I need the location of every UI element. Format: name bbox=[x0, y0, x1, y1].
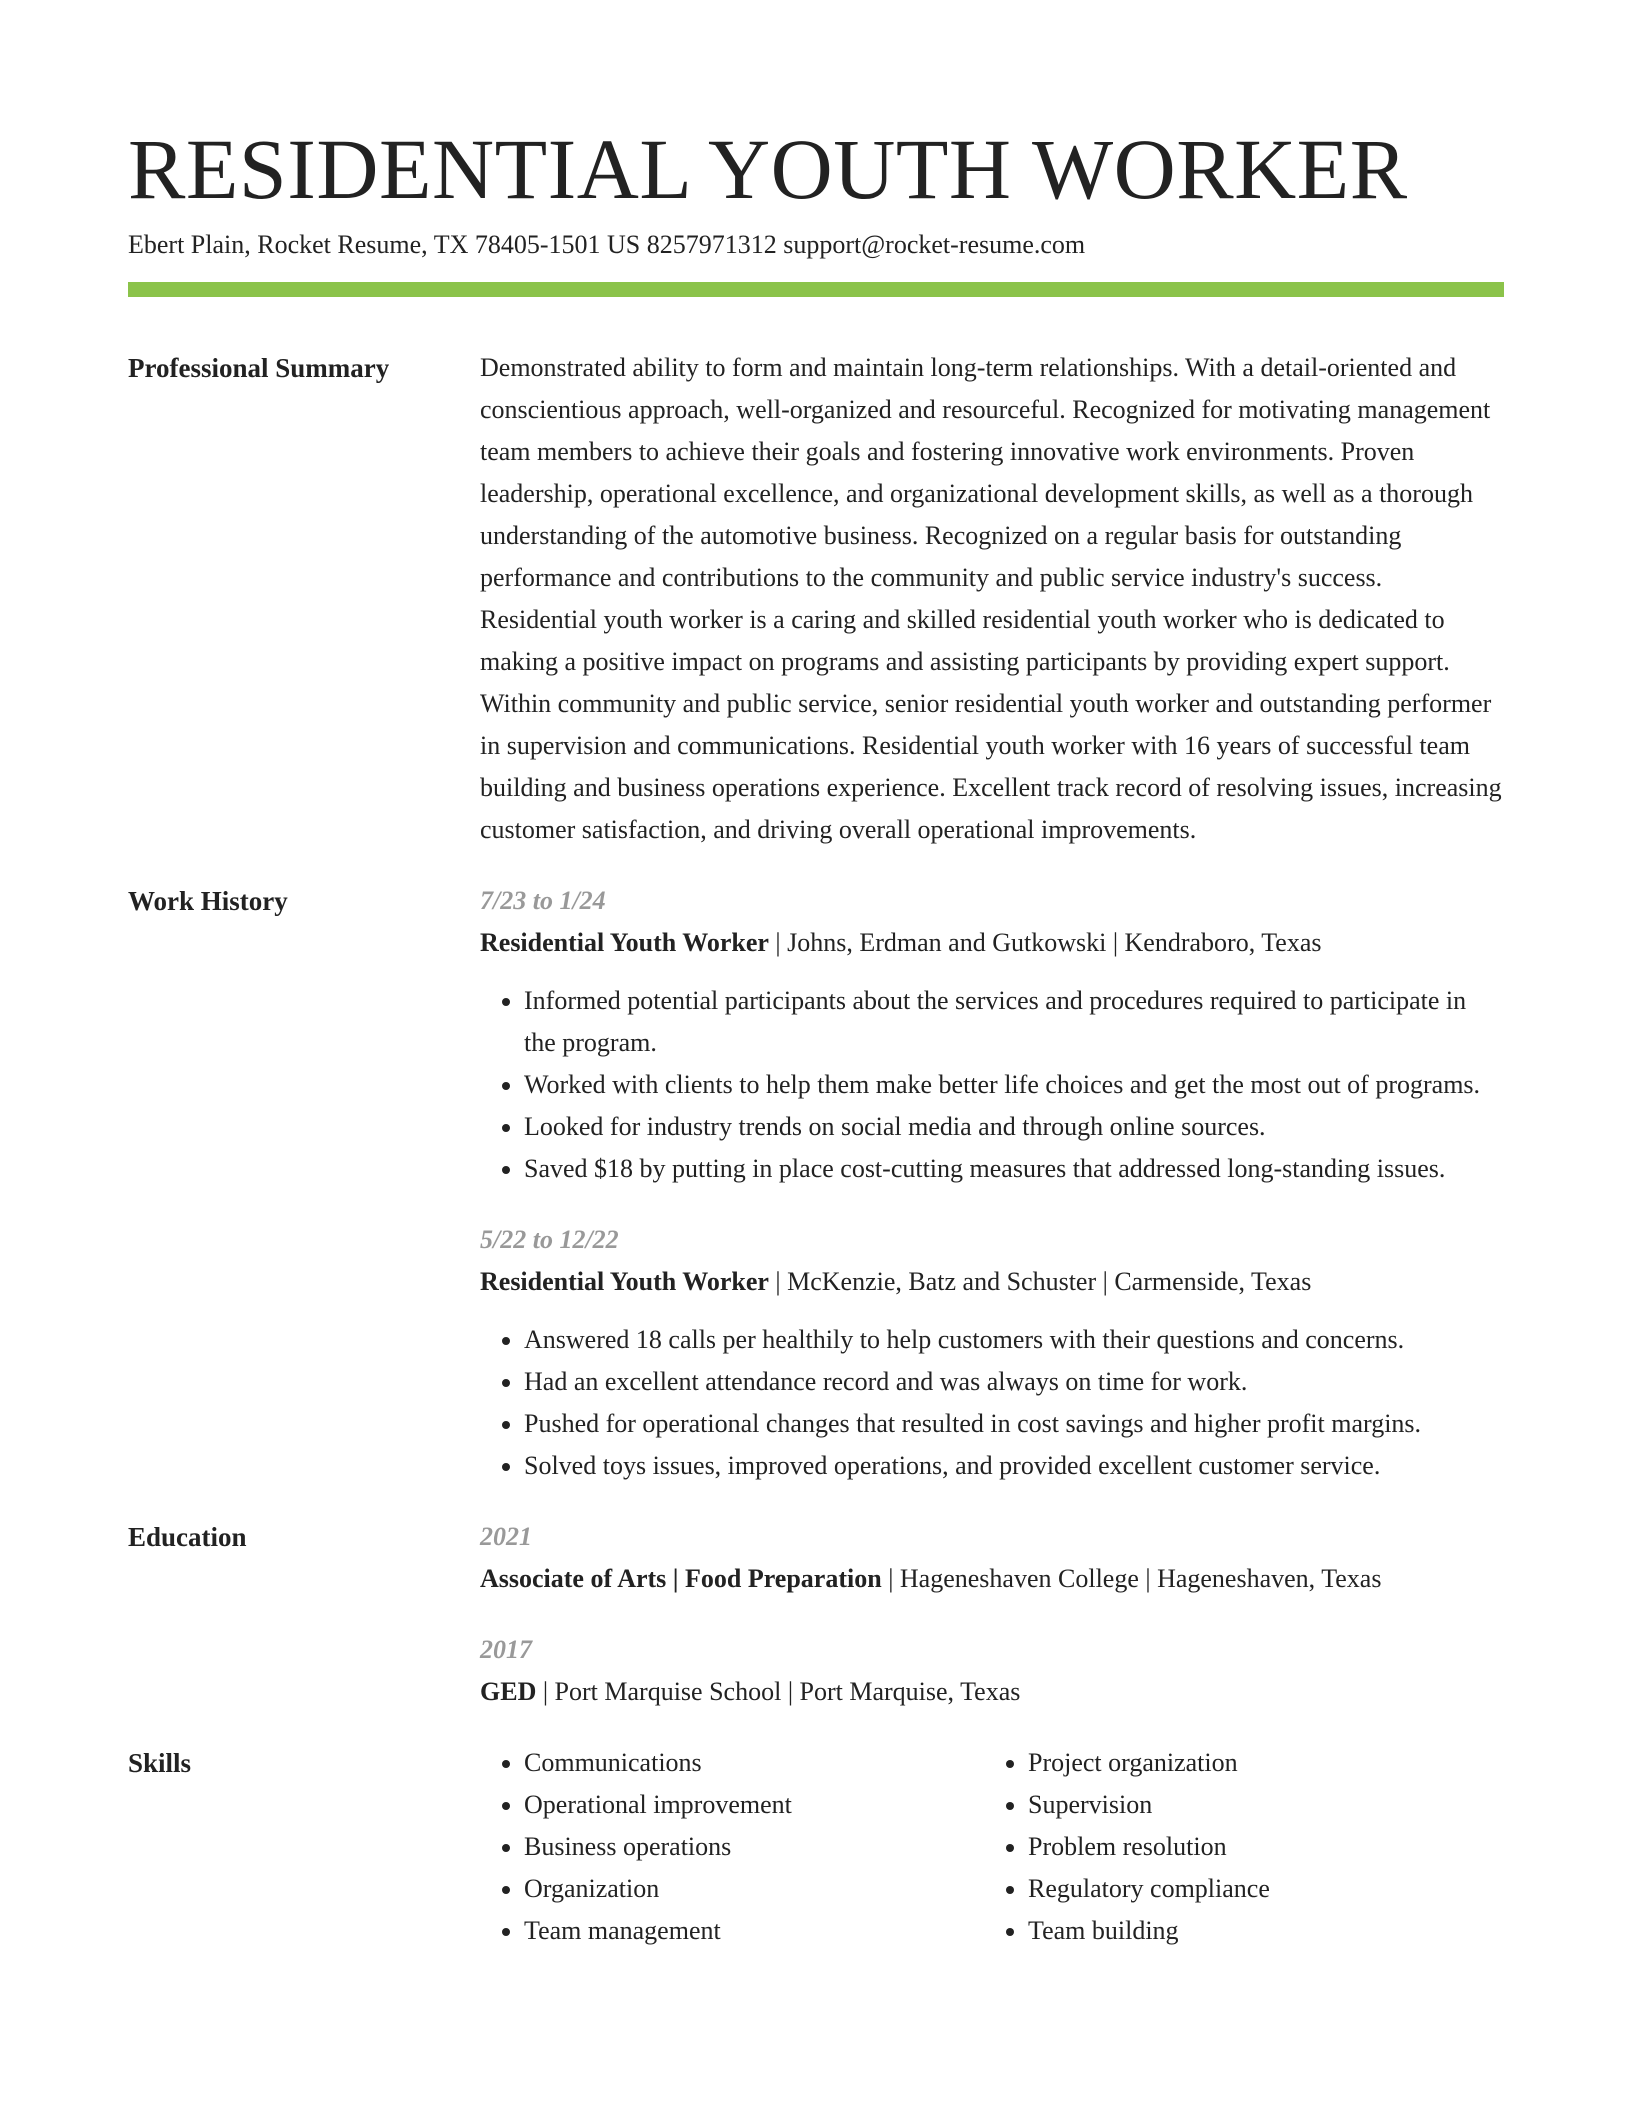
section-title-summary: Professional Summary bbox=[128, 353, 390, 383]
job-entry bbox=[480, 1219, 1504, 1487]
education-details: | Port Marquise School | Port Marquise, Texas bbox=[536, 1677, 1021, 1706]
job-bullet: • Solved toys issues, improved operations, and provided excellent customer service. bbox=[524, 1445, 1504, 1487]
job-date: 5/22 to 12/22 bbox=[480, 1225, 619, 1254]
job-bullets bbox=[480, 1319, 1504, 1487]
summary-section bbox=[128, 347, 1504, 851]
job-bullet: • Pushed for operational changes that resulted in cost savings and higher profit margins. bbox=[524, 1403, 1504, 1445]
job-bullet: • Looked for industry trends on social media and through online sources. bbox=[524, 1106, 1504, 1148]
skill-item: • Team management bbox=[524, 1910, 984, 1952]
education-section bbox=[128, 1516, 1504, 1713]
work-history-section bbox=[128, 880, 1504, 1487]
skill-item: • Business operations bbox=[524, 1826, 984, 1868]
job-bullet: • Had an excellent attendance record and was always on time for work. bbox=[524, 1361, 1504, 1403]
section-title-work-history: Work History bbox=[128, 886, 288, 916]
resume-page bbox=[128, 0, 1504, 1952]
job-details: | Johns, Erdman and Gutkowski | Kendraboro, Texas bbox=[768, 928, 1322, 957]
section-title-skills: Skills bbox=[128, 1748, 192, 1778]
job-bullet: • Informed potential participants about the services and procedures required to participate in the program. bbox=[524, 980, 1504, 1064]
job-entry bbox=[480, 880, 1504, 1190]
education-entry bbox=[480, 1516, 1504, 1600]
skills-section bbox=[128, 1742, 1504, 1952]
education-details: | Hageneshaven College | Hageneshaven, Texas bbox=[881, 1564, 1382, 1593]
skill-item: • Supervision bbox=[1028, 1784, 1488, 1826]
job-position: Residential Youth Worker bbox=[480, 928, 769, 957]
education-degree: Associate of Arts | Food Preparation bbox=[480, 1564, 882, 1593]
skill-item: • Organization bbox=[524, 1868, 984, 1910]
skill-item: • Project organization bbox=[1028, 1742, 1488, 1784]
job-bullet: • Answered 18 calls per healthily to help customers with their questions and concerns. bbox=[524, 1319, 1504, 1361]
skills-columns bbox=[480, 1742, 1504, 1952]
job-date: 7/23 to 1/24 bbox=[480, 886, 606, 915]
job-bullet: • Worked with clients to help them make better life choices and get the most out of programs. bbox=[524, 1064, 1504, 1106]
skill-item: • Team building bbox=[1028, 1910, 1488, 1952]
job-details: | McKenzie, Batz and Schuster | Carmenside, Texas bbox=[768, 1267, 1312, 1296]
education-line bbox=[480, 1671, 1504, 1713]
section-title-education: Education bbox=[128, 1522, 247, 1552]
education-line bbox=[480, 1558, 1504, 1600]
skills-list-left bbox=[480, 1742, 984, 1952]
skill-item: • Regulatory compliance bbox=[1028, 1868, 1488, 1910]
education-entry bbox=[480, 1629, 1504, 1713]
resume-title: RESIDENTIAL YOUTH WORKER bbox=[128, 121, 1408, 217]
education-degree: GED bbox=[480, 1677, 537, 1706]
skill-item: • Operational improvement bbox=[524, 1784, 984, 1826]
education-date: 2021 bbox=[480, 1522, 532, 1551]
header-divider bbox=[128, 282, 1504, 297]
summary-text: Demonstrated ability to form and maintain long-term relationships. With a detail-oriented and conscientious approach, well-organized and resourceful. Recognized for motivating management team members to achieve their goals and fostering innovative work environments. Proven leadership, operational excellence, and organizational development skills, as well as a thorough understanding of the automotive business. Recognized on a regular basis for outstanding performance and contributions to the community and public service industry's success. Residential youth worker is a caring and skilled residential youth worker who is dedicated to making a positive impact on programs and assisting participants by providing expert support. Within community and public service, senior residential youth worker and outstanding performer in supervision and communications. Residential youth worker with 16 years of successful team building and business operations experience. Excellent track record of resolving issues, increasing customer satisfaction, and driving overall operational improvements. bbox=[480, 353, 1502, 844]
job-bullet: • Saved $18 by putting in place cost-cutting measures that addressed long-standing issues. bbox=[524, 1148, 1504, 1190]
job-bullets bbox=[480, 980, 1504, 1190]
job-line bbox=[480, 1261, 1504, 1303]
education-date: 2017 bbox=[480, 1635, 532, 1664]
contact-line: Ebert Plain, Rocket Resume, TX 78405-1501 US 8257971312 support@rocket-resume.com bbox=[128, 230, 1086, 259]
skill-item: • Communications bbox=[524, 1742, 984, 1784]
skills-list-right bbox=[984, 1742, 1488, 1952]
job-position: Residential Youth Worker bbox=[480, 1267, 769, 1296]
skill-item: • Problem resolution bbox=[1028, 1826, 1488, 1868]
job-line bbox=[480, 922, 1504, 964]
